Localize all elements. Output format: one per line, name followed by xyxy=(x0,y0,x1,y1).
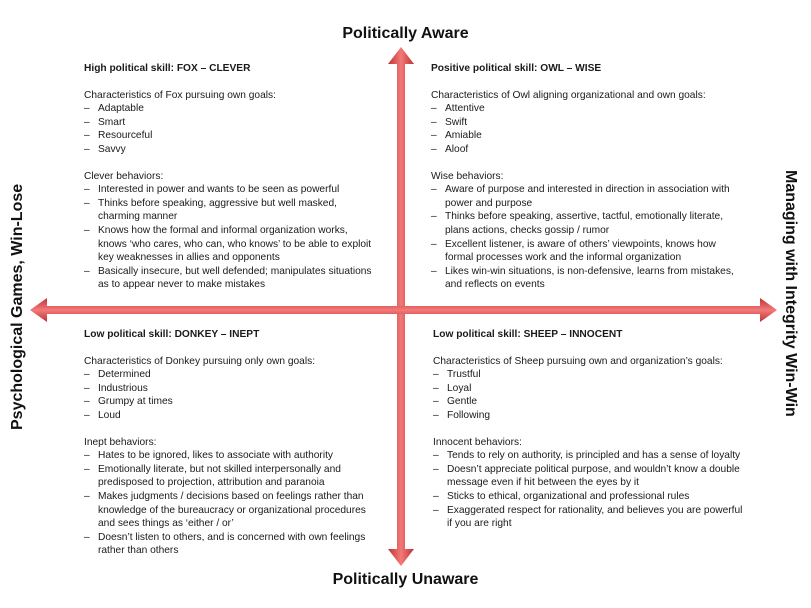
list-item: – Sticks to ethical, organizational and professional rules xyxy=(433,490,743,504)
list-item: – Likes win-win situations, is non-defensive, learns from mistakes, and reflects on events xyxy=(431,265,741,292)
list-item: – Smart xyxy=(84,116,374,130)
quadrant-sheep xyxy=(433,328,743,544)
characteristics-title: Characteristics of Sheep pursuing own and organization’s goals: xyxy=(433,355,723,367)
characteristics-list xyxy=(84,368,379,422)
list-item: – Loyal xyxy=(433,382,743,396)
quadrant-title: Low political skill: SHEEP – INNOCENT xyxy=(433,329,623,340)
axis-label-left: Psychological Games, Win-Lose xyxy=(9,183,26,430)
list-item: – Makes judgments / decisions based on feelings rather than knowledge of the bureaucracy or organizational procedures and sees things as ‘either / or’ xyxy=(84,490,379,531)
behaviors-list xyxy=(84,449,379,558)
behaviors-title: Innocent behaviors: xyxy=(433,436,522,448)
list-item: – Following xyxy=(433,409,743,423)
list-item: – Excellent listener, is aware of others’ viewpoints, knows how formal processes work and the informal organization xyxy=(431,238,741,265)
axis-label-top: Politically Aware xyxy=(342,25,469,42)
list-item: – Loud xyxy=(84,409,379,423)
list-item: – Trustful xyxy=(433,368,743,382)
behaviors-list xyxy=(84,183,374,292)
behaviors-list xyxy=(433,449,743,531)
axis-label-right: Managing with Integrity Win-Win xyxy=(782,170,799,417)
quadrant-donkey xyxy=(84,328,379,571)
list-item: – Basically insecure, but well defended; manipulates situations as to appear never to make mistakes xyxy=(84,265,374,292)
list-item: – Doesn’t appreciate political purpose, and wouldn’t know a double message even if hit between the eyes by it xyxy=(433,463,743,490)
list-item: – Exaggerated respect for rationality, and believes you are powerful if you are right xyxy=(433,504,743,531)
list-item: – Interested in power and wants to be seen as powerful xyxy=(84,183,374,197)
list-item: – Aloof xyxy=(431,143,741,157)
list-item: – Industrious xyxy=(84,382,379,396)
list-item: – Emotionally literate, but not skilled interpersonally and predisposed to projection, attribution and paranoia xyxy=(84,463,379,490)
characteristics-title: Characteristics of Owl aligning organizational and own goals: xyxy=(431,89,706,101)
list-item: – Doesn’t listen to others, and is concerned with own feelings rather than others xyxy=(84,531,379,558)
characteristics-list xyxy=(431,102,741,156)
list-item: – Thinks before speaking, aggressive but well masked, charming manner xyxy=(84,197,374,224)
list-item: – Amiable xyxy=(431,129,741,143)
behaviors-title: Clever behaviors: xyxy=(84,170,164,182)
list-item: – Attentive xyxy=(431,102,741,116)
list-item: – Thinks before speaking, assertive, tactful, emotionally literate, plans actions, checks gossip / rumor xyxy=(431,210,741,237)
behaviors-title: Wise behaviors: xyxy=(431,170,504,182)
quadrant-owl xyxy=(431,62,741,305)
quadrant-title: High political skill: FOX – CLEVER xyxy=(84,63,251,74)
characteristics-list xyxy=(433,368,743,422)
characteristics-list xyxy=(84,102,374,156)
list-item: – Adaptable xyxy=(84,102,374,116)
characteristics-title: Characteristics of Fox pursuing own goals: xyxy=(84,89,276,101)
behaviors-list xyxy=(431,183,741,292)
quadrant-fox xyxy=(84,62,374,305)
list-item: – Determined xyxy=(84,368,379,382)
list-item: – Gentle xyxy=(433,395,743,409)
axis-label-bottom: Politically Unaware xyxy=(332,571,479,588)
quadrant-title: Positive political skill: OWL – WISE xyxy=(431,63,602,74)
quadrant-title: Low political skill: DONKEY – INEPT xyxy=(84,329,260,340)
behaviors-title: Inept behaviors: xyxy=(84,436,157,448)
list-item: – Aware of purpose and interested in direction in association with power and purpose xyxy=(431,183,741,210)
list-item: – Knows how the formal and informal organization works, knows ‘who cares, who can, who knows’ to be able to exploit key weaknesses in allies and opponents xyxy=(84,224,374,265)
list-item: – Swift xyxy=(431,116,741,130)
list-item: – Resourceful xyxy=(84,129,374,143)
characteristics-title: Characteristics of Donkey pursuing only own goals: xyxy=(84,355,316,367)
list-item: – Grumpy at times xyxy=(84,395,379,409)
list-item: – Savvy xyxy=(84,143,374,157)
list-item: – Tends to rely on authority, is principled and has a sense of loyalty xyxy=(433,449,743,463)
list-item: – Hates to be ignored, likes to associate with authority xyxy=(84,449,379,463)
